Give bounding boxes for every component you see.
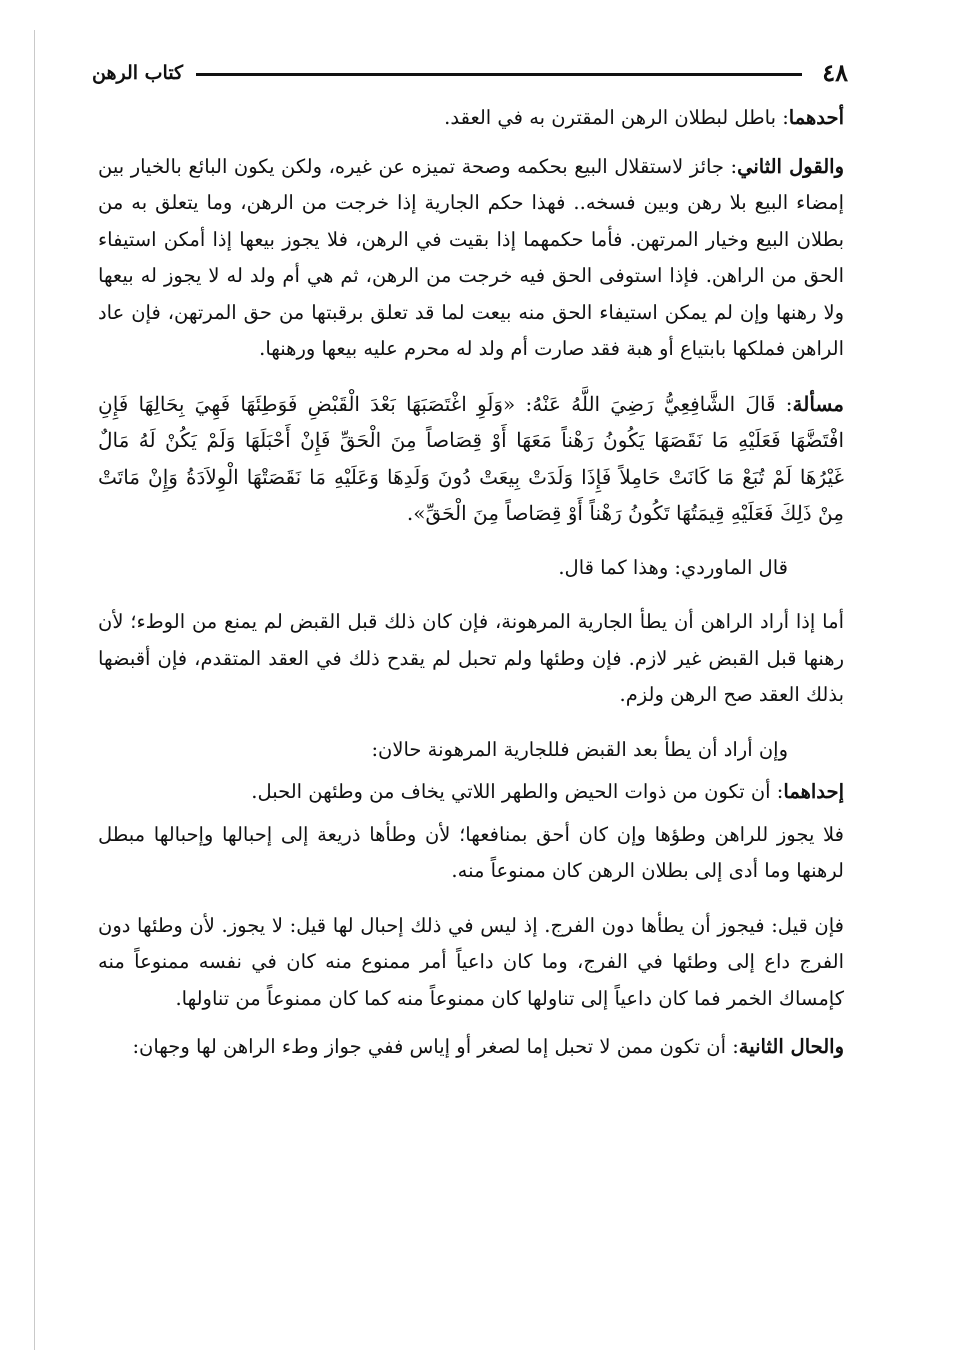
paragraph-text: وإن أراد أن يطأ بعد القبض فللجارية المرهونة حالان: xyxy=(371,737,788,761)
page-body xyxy=(98,100,844,1066)
paragraph-text: فلا يجوز للراهن وطؤها وإن كان أحق بمنافعها؛ لأن وطأها ذريعة إلى إحبالها وإحبالها مبطل لرهنها وما أدى إلى بطلان الرهن كان ممنوعاً منه. xyxy=(98,822,844,882)
paragraph-text: أما إذا أراد الراهن أن يطأ الجارية المرهونة، فإن كان ذلك قبل القبض لم يمنع من الوطء؛ لأن رهنها قبل القبض غير لازم. فإن وطئها ولم تحبل لم يقدح ذلك في العقد المتقدم، فإن أقبضها بذلك العقد صح الرهن ولزم. xyxy=(98,610,844,706)
paragraph-after-qabd xyxy=(98,732,844,769)
paragraph-prohibition xyxy=(98,817,844,890)
paragraph-objection xyxy=(98,908,844,1018)
paragraph-text: قال الماوردي: وهذا كما قال. xyxy=(558,555,788,579)
paragraph-text: فإن قيل: فيجوز أن يطأها دون الفرج. إذ ليس في ذلك إحبال لها قيل: لا يجوز. لأن وطئها دون الفرج داع إلى وطئها في الفرج، وما كان داعياً أمر ممنوع منه كان في نفسه ممنوعاً منه كإمساك الخمر فما كان داعياً إلى تناولها كان ممنوعاً منه كما كان ممنوعاً من تناولها. xyxy=(98,913,844,1010)
paragraph-second-state xyxy=(98,1029,844,1066)
paragraph-text: : قَالَ الشَّافِعِيُّ رَضِيَ اللَّهُ عَنْهُ: «وَلَوِ اغْتَصَبَهَا بَعْدَ الْقَبْضِ فَوَطِئَهَا فَهِيَ بِحَالِهَا فَإِنِ افْتَضَّهَا فَعَلَيْهِ مَا نَقَصَهَا يَكُونُ رَهْناً مَعَهَا أَوْ قِصَاصاً مِنَ الْحَقِّ فَإِنْ أَحْبَلَهَا وَلَمْ يَكُنْ لَهُ مَالٌ غَيْرُهَا لَمْ تُبَعْ مَا كَانَتْ حَامِلاً فَإِذَا وَلَدَتْ بِيعَتْ دُونَ وَلَدِهَا وَعَلَيْهِ مَا نَقَصَتْهَا الْوِلاَدَةُ وَإِنْ مَاتَتْ مِنْ ذَلِكَ فَعَلَيْهِ قِيمَتُهَا تَكُونُ رَهْناً أَوْ قِصَاصاً مِنَ الْحَقِّ». xyxy=(98,391,844,525)
paragraph-first-opinion xyxy=(98,100,844,137)
header-rule xyxy=(196,73,802,76)
paragraph-text: : أن تكون ممن لا تحبل إما لصغر أو إياس ففي جواز وطء الراهن لها وجهان: xyxy=(132,1035,739,1058)
paragraph-text: : باطل لبطلان الرهن المقترن به في العقد. xyxy=(444,106,789,129)
paragraph-text: : جائز لاستقلال البيع بحكمه وصحة تميزه عن غيره، ولكن يكون البائع بالخيار بين إمضاء البيع بلا رهن وبين فسخه.. فهذا حكم الجارية إذا خرجت من الرهن، وما يتعلق به من بطلان البيع وخيار المرتهن. فأما حكمهما إذا بقيت في الرهن، فلا يجوز بيعها إذا أمكن استيفاء الحق من الراهن. فإذا استوفى الحق فيه خرجت من الرهن، ثم هي أم ولد له لا يجوز له بيعها ولا رهنها وإن لم يمكن استيفاء الحق منه بيعت لما قد تعلق برقبتها من حق المرتهن، فإن عاد الراهن فملكها بابتياع أو هبة فقد صارت أم ولد له محرم عليه بيعها ورهنها. xyxy=(98,154,844,360)
paragraph-lead: مسألة xyxy=(792,391,844,416)
paragraph-masala xyxy=(98,386,844,532)
paragraph-before-qabd xyxy=(98,604,844,714)
paragraph-lead: أحدهما xyxy=(788,106,844,129)
page-header xyxy=(92,56,848,90)
paragraph-text: : أن تكون من ذوات الحيض والطهر اللاتي يخاف من وطئهن الحبل. xyxy=(251,780,784,803)
paragraph-lead: والحال الثانية xyxy=(738,1035,844,1058)
paragraph-mawardi xyxy=(98,550,844,587)
paragraph-second-opinion xyxy=(98,149,844,368)
paragraph-first-state xyxy=(98,774,844,811)
scan-edge-line xyxy=(34,30,35,1350)
paragraph-lead: والقول الثاني xyxy=(737,154,844,178)
page-number: ٤٨ xyxy=(822,58,848,87)
book-title: كتاب الرهن xyxy=(92,62,184,84)
paragraph-lead: إحداهما xyxy=(783,780,844,803)
